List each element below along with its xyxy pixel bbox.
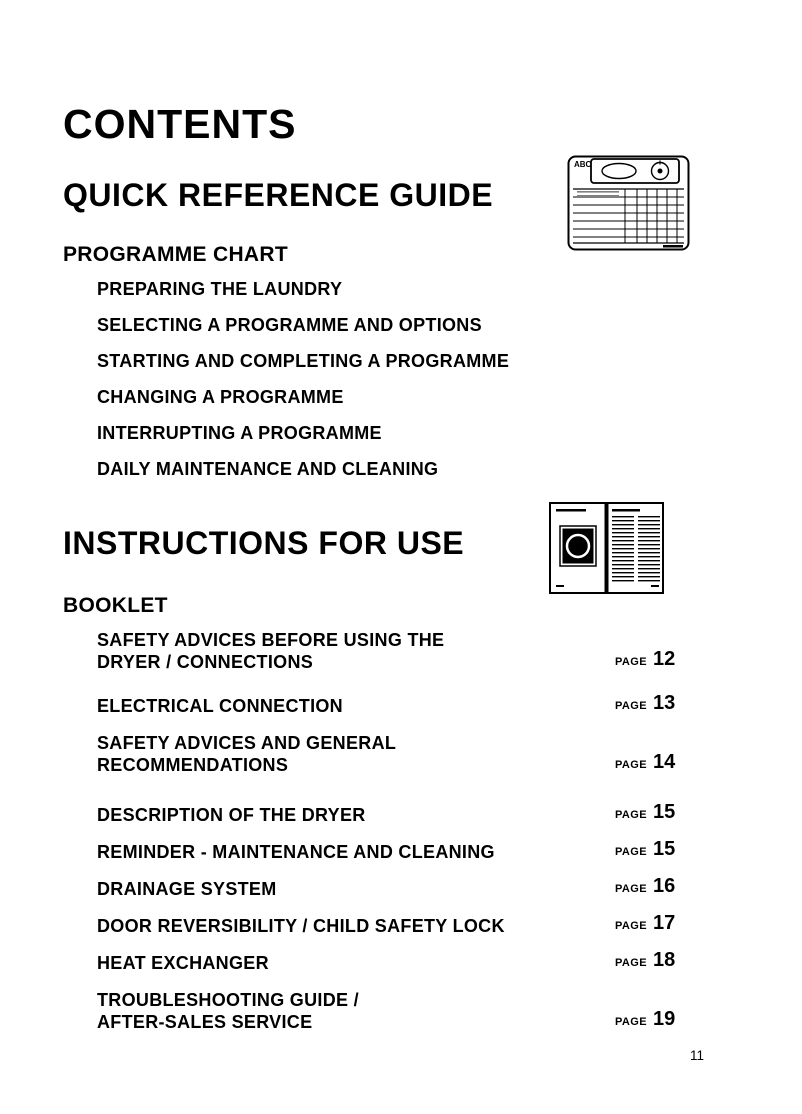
booklet-toc-list <box>97 629 697 1055</box>
page-reference <box>615 949 675 972</box>
page-number: 14 <box>652 751 676 773</box>
page-reference <box>615 692 675 715</box>
toc-item-label: ELECTRICAL CONNECTION <box>97 696 343 716</box>
subheading-programme-chart: PROGRAMME CHART <box>63 243 288 266</box>
booklet-icon <box>548 500 665 596</box>
page-word: PAGE <box>615 957 647 969</box>
page-word: PAGE <box>615 920 647 932</box>
toc-item: STARTING AND COMPLETING A PROGRAMME <box>97 351 510 371</box>
toc-row <box>97 989 697 1033</box>
toc-item-label: TROUBLESHOOTING GUIDE / AFTER-SALES SERVICE <box>97 990 359 1032</box>
toc-item-label: DESCRIPTION OF THE DRYER <box>97 805 366 825</box>
toc-item-label: DOOR REVERSIBILITY / CHILD SAFETY LOCK <box>97 916 505 936</box>
page-reference <box>615 838 675 861</box>
toc-item-label: REMINDER - MAINTENANCE AND CLEANING <box>97 842 495 862</box>
page-reference <box>615 648 675 671</box>
page-number: 16 <box>652 875 676 897</box>
page-word: PAGE <box>615 1016 647 1028</box>
toc-row <box>97 838 697 863</box>
subheading-booklet: BOOKLET <box>63 594 168 617</box>
chart-icon-label: ABC <box>574 160 592 169</box>
toc-item: CHANGING A PROGRAMME <box>97 387 344 407</box>
toc-row <box>97 732 697 776</box>
page-reference <box>615 1008 675 1031</box>
page-number: 15 <box>652 838 676 860</box>
page-word: PAGE <box>615 883 647 895</box>
toc-row <box>97 875 697 900</box>
page-reference <box>615 751 675 774</box>
page-number: 12 <box>652 648 676 670</box>
page-word: PAGE <box>615 846 647 858</box>
toc-row <box>97 949 697 974</box>
footer-page-number: 11 <box>690 1048 705 1063</box>
page-number: 18 <box>652 949 676 971</box>
section-heading-quick-reference: QUICK REFERENCE GUIDE <box>63 177 494 213</box>
toc-row <box>97 692 697 717</box>
page-reference <box>615 912 675 935</box>
quick-reference-list <box>97 279 657 495</box>
programme-chart-icon <box>567 155 690 251</box>
toc-item: SELECTING A PROGRAMME AND OPTIONS <box>97 315 482 335</box>
toc-row <box>97 801 697 826</box>
page-word: PAGE <box>615 759 647 771</box>
page-number: 13 <box>652 692 676 714</box>
toc-item: INTERRUPTING A PROGRAMME <box>97 423 382 443</box>
toc-item-label: HEAT EXCHANGER <box>97 953 269 973</box>
page-reference <box>615 875 675 898</box>
page-reference <box>615 801 675 824</box>
page-number: 19 <box>652 1008 676 1030</box>
toc-row <box>97 912 697 937</box>
toc-item-label: SAFETY ADVICES BEFORE USING THE DRYER / CONNECTIONS <box>97 630 445 672</box>
toc-item: PREPARING THE LAUNDRY <box>97 279 343 299</box>
page-word: PAGE <box>615 809 647 821</box>
section-heading-instructions-for-use: INSTRUCTIONS FOR USE <box>63 525 465 561</box>
page-number: 17 <box>652 912 676 934</box>
toc-item: DAILY MAINTENANCE AND CLEANING <box>97 459 439 479</box>
toc-row <box>97 629 697 673</box>
toc-item-label: SAFETY ADVICES AND GENERAL RECOMMENDATIONS <box>97 733 397 775</box>
toc-item-label: DRAINAGE SYSTEM <box>97 879 277 899</box>
page-number: 15 <box>652 801 676 823</box>
page-title: CONTENTS <box>63 101 297 147</box>
page-word: PAGE <box>615 656 647 668</box>
page-word: PAGE <box>615 700 647 712</box>
